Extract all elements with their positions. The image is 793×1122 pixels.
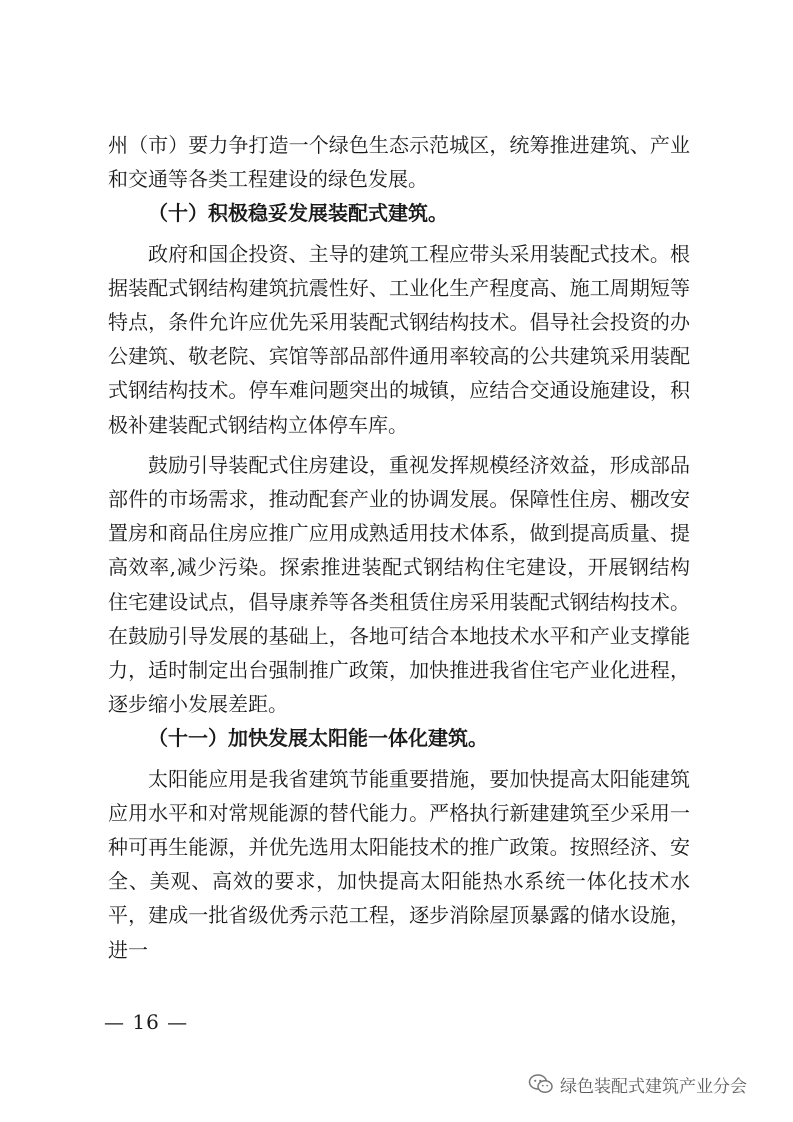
paragraph-government-investment: 政府和国企投资、主导的建筑工程应带头采用装配式技术。根据装配式钢结构建筑抗震性好、工业化生产程度高、施工周期短等特点，条件允许应优先采用装配式钢结构技术。倡导社会投资的办公建筑、敬老院、宾馆等部品部件通用率较高的公共建筑采用装配式钢结构技术。停车难问题突出的城镇，应结合交通设施建设，积极补建装配式钢结构立体停车库。: [108, 241, 690, 437]
section-heading-11: （十一）加快发展太阳能一体化建筑。: [148, 726, 488, 751]
section-heading-10: （十）积极稳妥发展装配式建筑。: [148, 201, 448, 226]
wechat-watermark: [528, 1069, 747, 1099]
document-body: [108, 128, 690, 967]
wechat-icon: [528, 1073, 554, 1095]
paragraph-continuation: 州（市）要力争打造一个绿色生态示范城区，统筹推进建筑、产业和交通等各类工程建设的绿色发展。: [108, 133, 690, 192]
paragraph-solar: 太阳能应用是我省建筑节能重要措施，要加快提高太阳能建筑应用水平和对常规能源的替代能力。严格执行新建建筑至少采用一种可再生能源，并优先选用太阳能技术的推广政策。按照经济、安全、美观、高效的要求，加快提高太阳能热水系统一体化技术水平，建成一批省级优秀示范工程，逐步消除屋顶暴露的储水设施，进一: [108, 766, 690, 962]
watermark-text: 绿色装配式建筑产业分会: [560, 1076, 747, 1097]
paragraph-housing: 鼓励引导装配式住房建设，重视发挥规模经济效益，形成部品部件的市场需求，推动配套产业的协调发展。保障性住房、棚改安置房和商品住房应推广应用成熟适用技术体系，做到提高质量、提高效率,减少污染。探索推进装配式钢结构住宅建设，开展钢结构住宅建设试点，倡导康养等各类租赁住房采用装配式钢结构技术。在鼓励引导发展的基础上，各地可结合本地技术水平和产业支撑能力，适时制定出台强制推广政策，加快推进我省住宅产业化进程，逐步缩小发展差距。: [108, 452, 690, 717]
page-number: — 16 —: [104, 1010, 189, 1034]
